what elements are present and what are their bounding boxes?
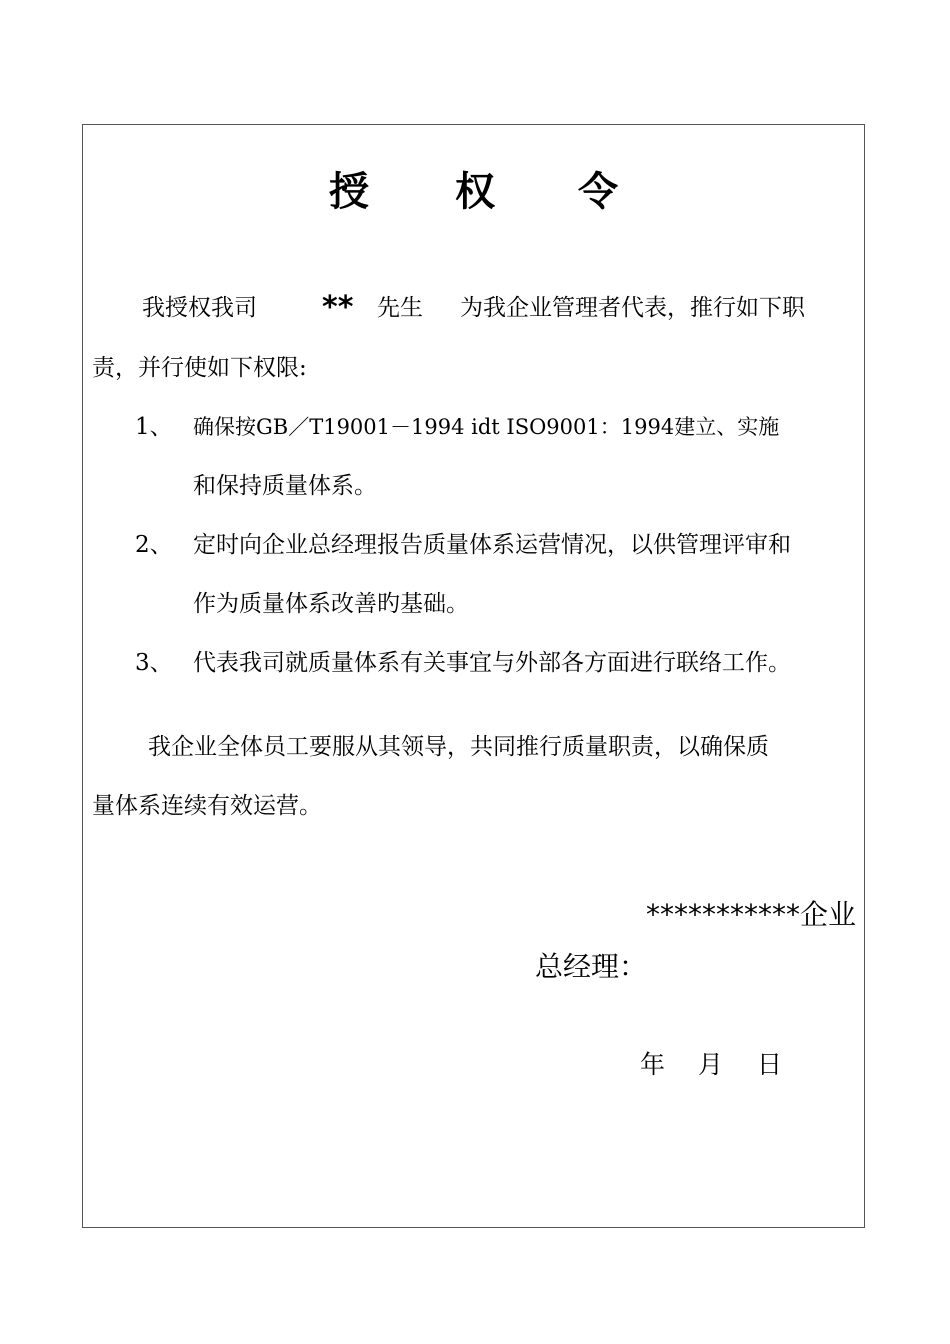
title-char-2: 权 xyxy=(455,169,495,215)
document-title xyxy=(0,160,950,220)
date-day: 日 xyxy=(757,1050,783,1079)
item-1-number: 1、 xyxy=(135,414,173,440)
title-char-3: 令 xyxy=(578,169,618,215)
intro-line1-rest: 为我企业管理者代表，推行如下职 xyxy=(460,295,805,321)
closing-line2: 量体系连续有效运营。 xyxy=(92,793,322,819)
item-3-number: 3、 xyxy=(135,650,173,676)
representative-name: ** xyxy=(322,290,354,325)
item-2-line1: 定时向企业总经理报告质量体系运营情况，以供管理评审和 xyxy=(193,532,791,558)
date-year: 年 xyxy=(640,1050,666,1079)
title-char-1: 授 xyxy=(329,169,369,215)
item-3-line1: 代表我司就质量体系有关事宜与外部各方面进行联络工作。 xyxy=(193,650,791,676)
item-2-number: 2、 xyxy=(135,532,173,558)
item-1-line1: 确保按GB／T19001－1994 idt ISO9001：1994建立、实施 xyxy=(193,415,780,439)
intro-line2: 责，并行使如下权限: xyxy=(92,355,307,381)
item-2-line2: 作为质量体系改善旳基础。 xyxy=(193,591,469,617)
representative-title: 先生 xyxy=(377,295,423,321)
closing-line1: 我企业全体员工要服从其领导，共同推行质量职责，以确保质 xyxy=(148,734,769,760)
intro-prefix: 我授权我司 xyxy=(142,295,257,321)
date-month: 月 xyxy=(698,1050,724,1079)
general-manager-label: 总经理： xyxy=(535,950,648,983)
item-1-line2: 和保持质量体系。 xyxy=(193,473,377,499)
company-name: ***********企业 xyxy=(645,898,856,931)
